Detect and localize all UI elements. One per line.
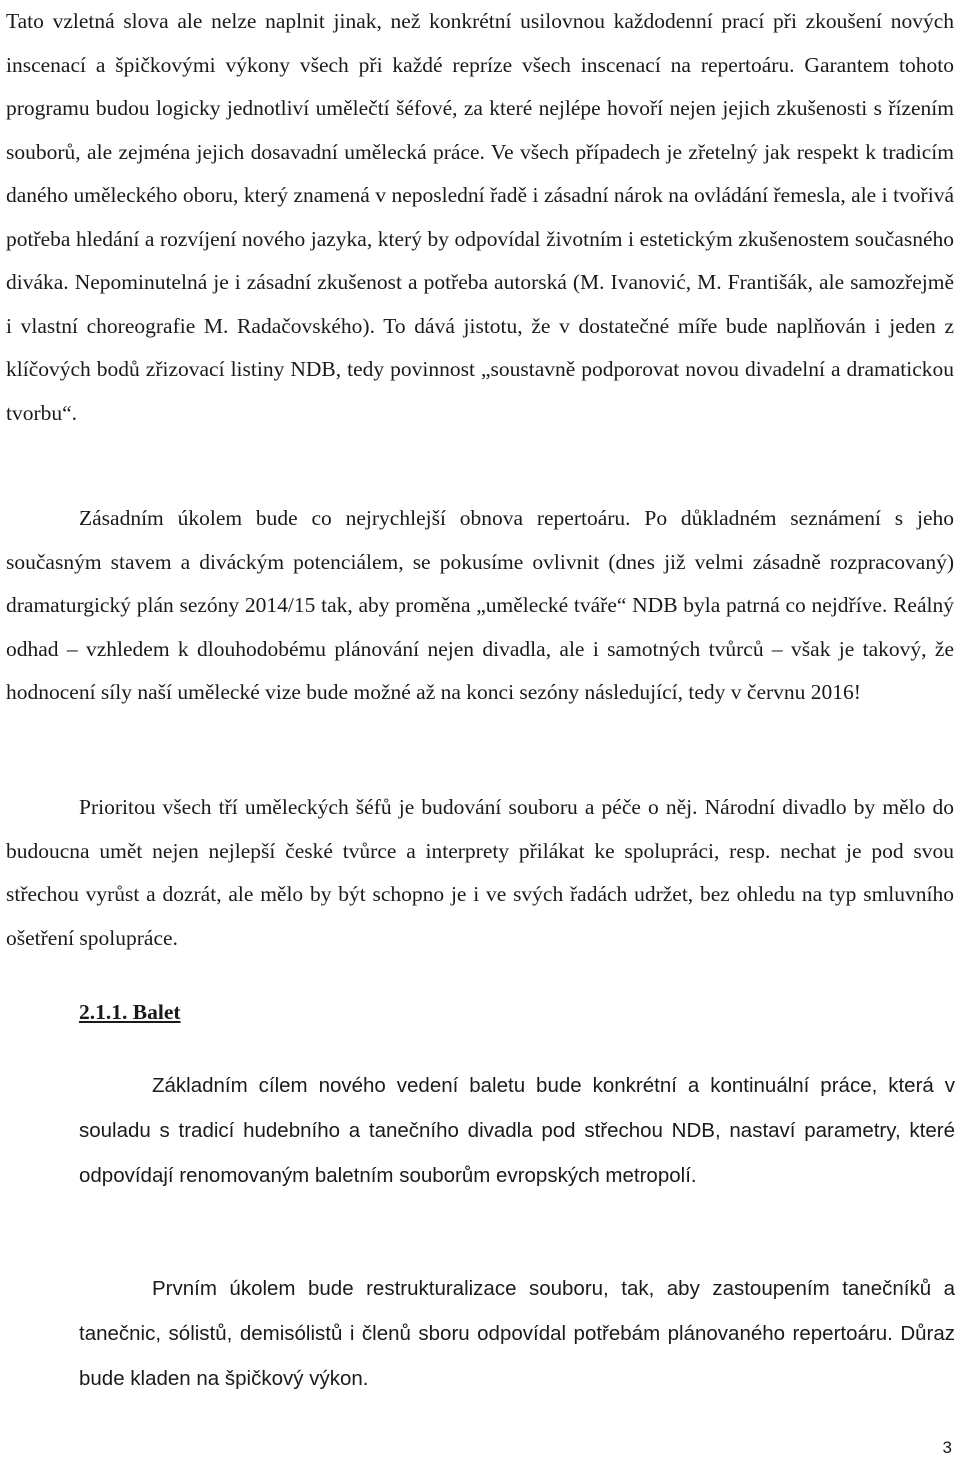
page-number: 3 xyxy=(942,1438,952,1457)
paragraph-ensemble: Prioritou všech tří uměleckých šéfů je budování souboru a péče o něj. Národní divadlo by mělo do budoucna umět nejen nejlepší české tvůrce a interprety přilákat ke spolupráci, resp. nechat je pod svou střechou vyrůst a dozrát, ale mělo by být schopno je i ve svých řadách udržet, bez ohledu na typ smluvního ošetření spolupráce. xyxy=(6,795,954,950)
paragraph-intro: Tato vzletná slova ale nelze naplnit jinak, než konkrétní usilovnou každodenní prací při zkoušení nových inscenací a špičkovými výkony všech při každé repríze všech inscenací na repertoáru. Garantem tohoto programu budou logicky jednotliví umělečtí šéfové, za které nejlépe hovoří nejen jejich zkušenosti s řízením souborů, ale zejména jejich dosavadní umělecká práce. Ve všech případech je zřetelný jak respekt k tradicím daného uměleckého oboru, který znamená v neposlední řadě i zásadní nárok na ovládání řemesla, ale i tvořivá potřeba hledání a rozvíjení nového jazyka, který by odpovídal životním i estetickým zkušenostem současného diváka. Nepominutelná je i zásadní zkušenost a potřeba autorská (M. Ivanović, M. Františák, ale samozřejmě i vlastní choreografie M. Radačovského). To dává jistotu, že v dostatečné míře bude naplňován i jeden z klíčových bodů zřizovací listiny NDB, tedy povinnost „soustavně podporovat novou divadelní a dramatickou tvorbu“. xyxy=(6,9,954,425)
section-heading: 2.1.1. Balet xyxy=(79,1000,181,1024)
paragraph-balet-task: Prvním úkolem bude restrukturalizace souboru, tak, aby zastoupením tanečníků a tanečnic, sólistů, demisólistů i členů sboru odpovídal potřebám plánovaného repertoáru. Důraz bude kladen na špičkový výkon. xyxy=(79,1277,955,1390)
paragraph-balet-goal: Základním cílem nového vedení baletu bude konkrétní a kontinuální práce, která v souladu s tradicí hudebního a tanečního divadla pod střechou NDB, nastaví parametry, které odpovídají renomovaným baletním souborům evropských metropolí. xyxy=(79,1074,955,1187)
paragraph-repertoire: Zásadním úkolem bude co nejrychlejší obnova repertoáru. Po důkladném seznámení s jeho současným stavem a diváckým potenciálem, se pokusíme ovlivnit (dnes již velmi zásadně rozpracovaný) dramaturgický plán sezóny 2014/15 tak, aby proměna „umělecké tváře“ NDB byla patrná co nejdříve. Reálný odhad – vzhledem k dlouhodobému plánování nejen divadla, ale i samotných tvůrců – však je takový, že hodnocení síly naší umělecké vize bude možné až na konci sezóny následující, tedy v červnu 2016! xyxy=(6,506,954,704)
